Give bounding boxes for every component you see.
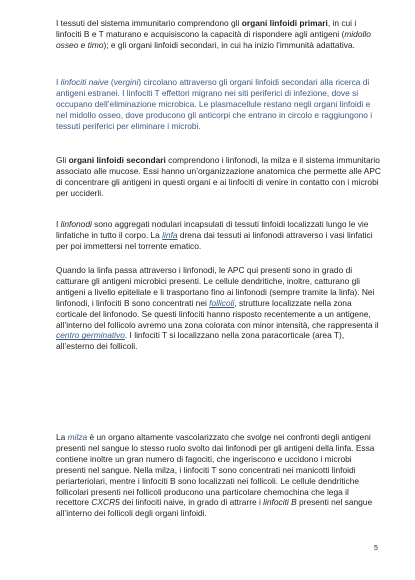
text-run: comprendono i linfonodi, la milza e il sistema immunitario associato alle mucose. Essi hanno un’organizzazione anatomica che permette alle APC di concentrare gli antigeni in questi organi e ai linfociti di venire in contatto con i microbi per ucciderli. bbox=[56, 155, 381, 198]
text-run: presenti nel sangue all’interno dei follicoli degli organi linfoidi. bbox=[56, 497, 373, 519]
text-run: dei linfociti naive, in grado di attrarre i bbox=[119, 497, 264, 508]
text-run: La bbox=[56, 432, 68, 442]
text-run: . I linfociti T si localizzano nella zona paracorticale (area T), all’esterno dei follicoli. bbox=[56, 330, 345, 352]
link-lymph[interactable]: linfa bbox=[162, 229, 178, 240]
term-spleen: milza bbox=[67, 432, 88, 442]
text-run: I tessuti del sistema immunitario comprendono gli bbox=[56, 18, 242, 28]
text-run: Quando la linfa passa attraverso i linfonodi, le APC qui presenti sono in grado di catturare gli antigeni microbici presenti. Le cellule dendritiche, inoltre, catturano gli antigeni a livello epiteliale e li trasportano fino ai linfonodi (sempre tramite la linfa). Nei linfonodi, i linfociti B sono concentrati nei bbox=[56, 265, 375, 308]
paragraph-spleen bbox=[56, 432, 381, 519]
text-run: ); e gli organi linfoidi secondari, in cui ha inizio l’immunità adattativa. bbox=[103, 39, 355, 50]
paragraph-lymph-node-structure bbox=[56, 265, 381, 352]
paragraph-naive-lymphocytes bbox=[56, 77, 381, 132]
text-run: , strutture localizzate nella zona corticale del linfonodo. Se questi linfociti hanno risposto recentemente a un antigene, all’interno del follicolo avremo una zona colorata con minor intensità, che rappresenta il bbox=[56, 297, 379, 330]
link-germinal-center[interactable]: centro germinativo bbox=[56, 330, 125, 341]
text-run: I bbox=[56, 77, 61, 87]
text-run: drena dai tessuti ai linfonodi attraverso i vasi linfatici per poi immettersi nel torrente ematico. bbox=[56, 229, 373, 251]
text-run: ( bbox=[108, 77, 114, 87]
page-number: 5 bbox=[374, 545, 378, 552]
term-b-lymphocytes: linfociti B bbox=[263, 497, 297, 508]
term-primary-lymphoid-organs: organi linfoidi primari bbox=[241, 18, 328, 28]
text-run: Gli bbox=[56, 155, 69, 165]
paragraph-lymph-nodes bbox=[56, 219, 381, 252]
paragraph-primary-organs bbox=[56, 18, 381, 51]
text-run: sono aggregati nodulari incapsulati di tessuti linfoidi localizzati lungo le vie linfatiche in tutto il corpo. La bbox=[56, 219, 369, 240]
text-run: è un organo altamente vascolarizzato che svolge nei confronti degli antigeni presenti nel sangue lo stesso ruolo svolto dai linfonodi per gli antigeni della linfa. Essa contiene inoltre un gran numero di fagociti, che ingeriscono e uccidono i microbi presenti nel sangue. Nella milza, i linfociti T sono concentrati nei manicotti linfoidi periarteriolari, mentre i linfociti B sono localizzati nei follicoli. Le cellule dendritiche follicolari presenti nei follicoli producono una particolare chemochina che lega il recettore bbox=[56, 432, 375, 508]
term-secondary-lymphoid-organs: organi linfoidi secondari bbox=[68, 155, 166, 165]
term-cxcr5: CXCR5 bbox=[91, 497, 120, 508]
text-run: I bbox=[56, 219, 61, 229]
text-run: , in cui i linfociti B e T maturano e acquisiscono la capacità di rispondere agli antigeni ( bbox=[56, 18, 357, 39]
term-lymph-nodes: linfonodi bbox=[60, 219, 92, 229]
paragraph-secondary-organs bbox=[56, 155, 381, 199]
term-virgin: vergini bbox=[113, 77, 139, 87]
term-bone-marrow-thymus: midollo osseo e timo bbox=[56, 28, 371, 50]
text-run: ) circolano attraverso gli organi linfoidi secondari alla ricerca di antigeni estranei. I linfociti T effettori migrano nei siti periferici di infezione, dove si occupano dell’eliminazione microbica. Le plasmacellule restano negli organi linfoidi e nel midollo osseo, dove producono gli anticorpi che entrano in circolo e raggiungono i tessuti periferici per eliminare i microbi. bbox=[56, 77, 373, 131]
link-follicles[interactable]: follicoli bbox=[209, 297, 235, 308]
term-naive-lymphocytes: linfociti naive bbox=[60, 77, 109, 87]
